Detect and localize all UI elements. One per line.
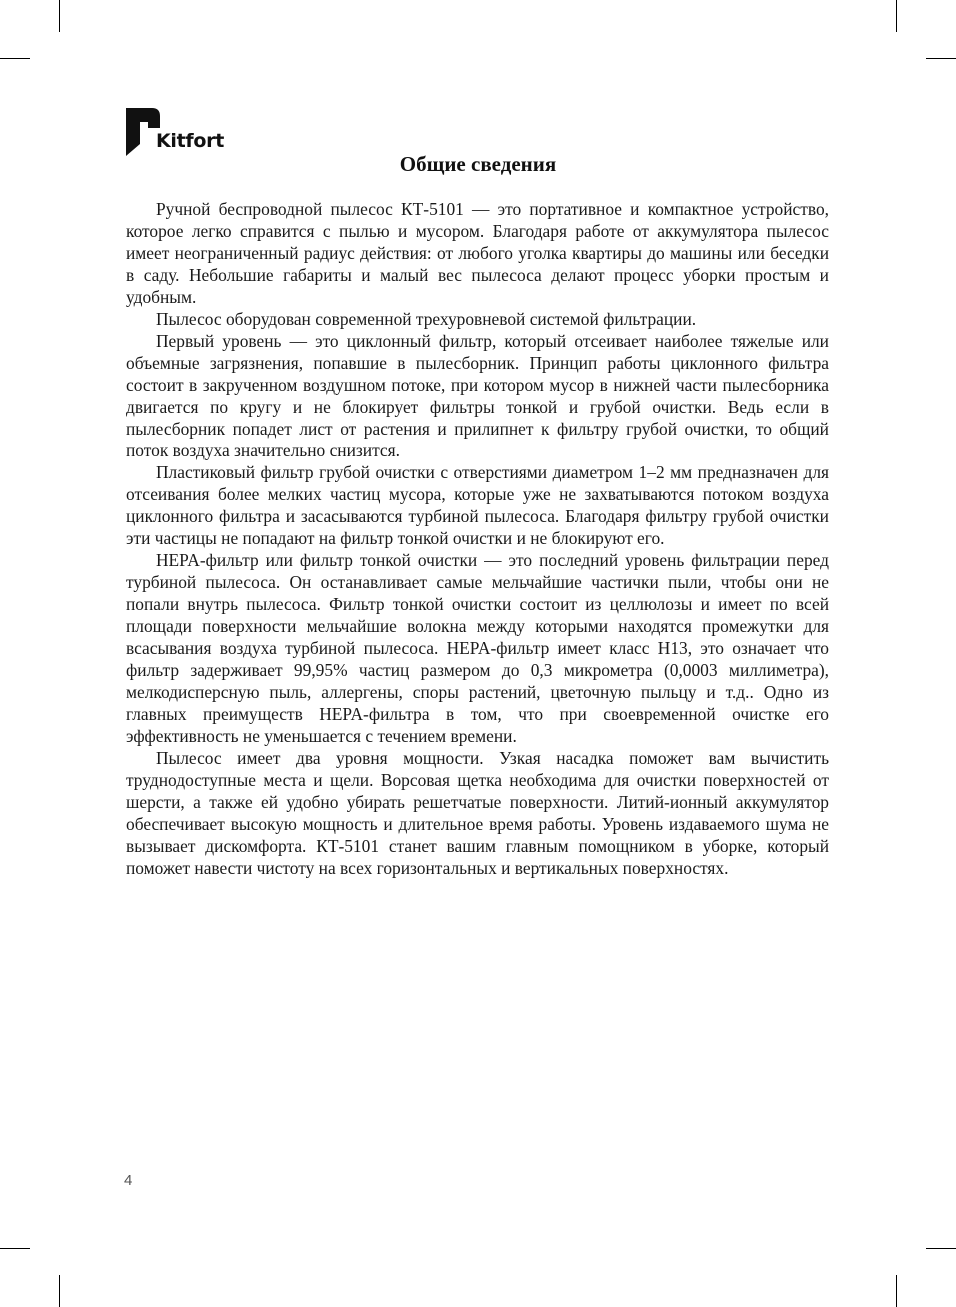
crop-mark-left-bottom <box>0 1248 30 1249</box>
crop-mark-bottom-right <box>896 1275 897 1307</box>
kitfort-logo-icon <box>126 108 160 156</box>
crop-mark-top-left <box>59 0 60 32</box>
paragraph-intro: Ручной беспроводной пылесос КТ-5101 — это портативное и компактное устройство, которое легко справится с пылью и мусором. Благодаря работе от аккумулятора пылесос имеет неограниченный радиус действия: от любого уголка квартиры до машины или беседки в саду. Небольшие габариты и малый вес пылесоса делают процесс уборки простым и удобным. <box>126 199 829 307</box>
paragraph-filtration: Пылесос оборудован современной трехуровневой системой фильтрации. <box>156 308 697 329</box>
page-title: Общие сведения <box>399 152 557 176</box>
crop-mark-top-right <box>896 0 897 32</box>
crop-mark-bottom-left <box>59 1275 60 1307</box>
crop-mark-right-bottom <box>926 1248 956 1249</box>
paragraph-coarse-filter: Пластиковый фильтр грубой очистки с отверстиями диаметром 1–2 мм предназначен для отсеивания более мелких частиц мусора, которые уже не захватываются потоком воздуха циклонного фильтра и засасываются турбиной пылесоса. Благодаря фильтру грубой очистки эти частицы не попадают на фильтр тонкой очистки и не блокируют его. <box>126 462 829 549</box>
crop-mark-right-top <box>926 58 956 59</box>
paragraph-features: Пылесос имеет два уровня мощности. Узкая насадка поможет вам вычистить труднодоступные места и щели. Ворсовая щетка необходима для очистки поверхностей от шерсти, а также ей удобно убирать решетчатые поверхности. Литий-ионный аккумулятор обеспечивает высокую мощность и длительное время работы. Уровень издаваемого шума не вызывает дискомфорта. КТ-5101 станет вашим главным помощником в уборке, который поможет навести чистоту на всех горизонтальных и вертикальных поверхностях. <box>126 747 829 878</box>
paragraph-cyclone-filter: Первый уровень — это циклонный фильтр, который отсеивает наиболее тяжелые или объемные загрязнения, попавшие в пылесборник. Принцип работы циклонного фильтра состоит в закрученном воздушном потоке, при котором мусор в нижней части пылесборника двигается по кругу и не блокирует фильтры тонкой и грубой очистки. Ведь если в пылесборник попадет лист от растения и прилипнет к фильтру грубой очистки, то общий поток воздуха значительно снизится. <box>126 330 829 461</box>
crop-mark-left-top <box>0 58 30 59</box>
body-text <box>126 199 829 880</box>
paragraph-hepa-filter: HEPA-фильтр или фильтр тонкой очистки — это последний уровень фильтрации перед турбиной пылесоса. Он останавливает самые мельчайшие частички пыли, чтобы они не попали внутрь пылесоса. Фильтр тонкой очистки состоит из целлюлозы и имеет по всей площади поверхности мельчайшие волокна между которыми находятся промежутки для всасывания воздуха турбиной пылесоса. HEPA-фильтр имеет класс H13, это означает что фильтр задерживает 99,95% частиц размером до 0,3 микрометра (0,0003 миллиметра), мелкодисперсную пыль, аллергены, споры растений, цветочную пыльцу и т.д.. Одно из главных преимуществ HEPA-фильтра в том, что при своевременной очистке его эффективность не уменьшается с течением времени. <box>126 550 829 746</box>
page-number: 4 <box>124 1172 133 1189</box>
brand-name: Kitfort <box>156 130 224 152</box>
